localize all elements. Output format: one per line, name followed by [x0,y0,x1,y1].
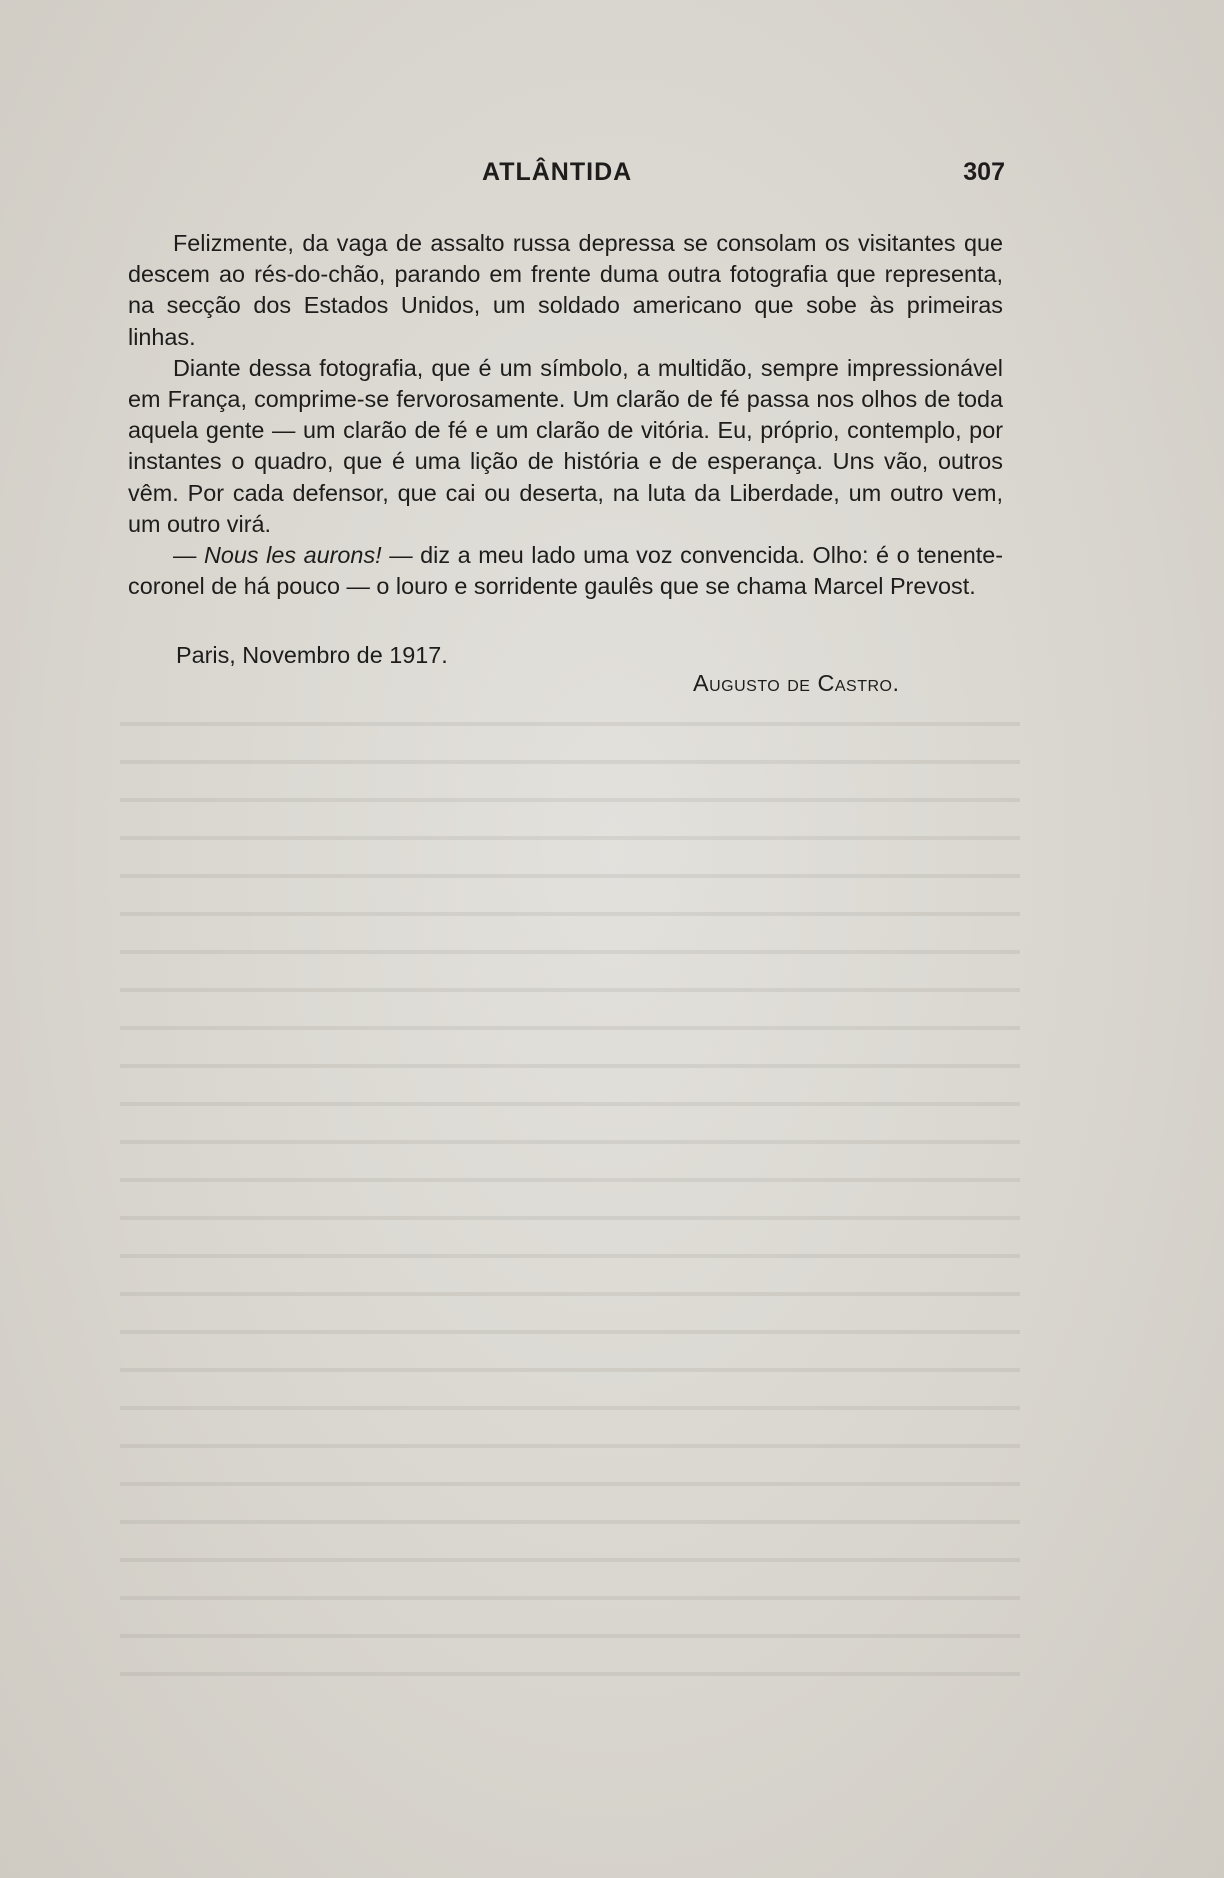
paragraph-dialog [128,540,1003,602]
dialog-dash: — [173,542,204,569]
page-number: 307 [963,158,1005,186]
quote-french: Nous les aurons! [203,542,382,569]
article-body [128,228,1003,602]
paragraph: Felizmente, da vaga de assalto russa depressa se consolam os visitantes que descem ao rés-do-chão, parando em frente duma outra fotografia que representa, na secção dos Estados Unidos, um soldado americano que sobe às primeiras linhas. [128,230,1003,350]
bleed-through-text [120,700,1020,1700]
dialog-rest: — diz a meu lado uma voz convencida. Olho: é o tenente-coronel de há pouco — o louro e sorridente gaulês que se chama Marcel Prevost. [128,542,1004,600]
paragraph: Diante dessa fotografia, que é um símbolo, a multidão, sempre impressionável em França, comprime-se fervorosamente. Um clarão de fé passa nos olhos de toda aquela gente — um clarão de fé e um clarão de vitória. Eu, próprio, contemplo, por instantes o quadro, que é uma lição de história e de esperança. Uns vão, outros vêm. Por cada defensor, que cai ou deserta, na luta da Liberdade, um outro vem, um outro virá. [128,354,1003,537]
running-title: ATLÂNTIDA [482,158,633,186]
author-signature: Augusto de Castro. [693,670,900,696]
place-date: Paris, Novembro de 1917. [176,642,448,668]
page-header [130,158,1005,198]
